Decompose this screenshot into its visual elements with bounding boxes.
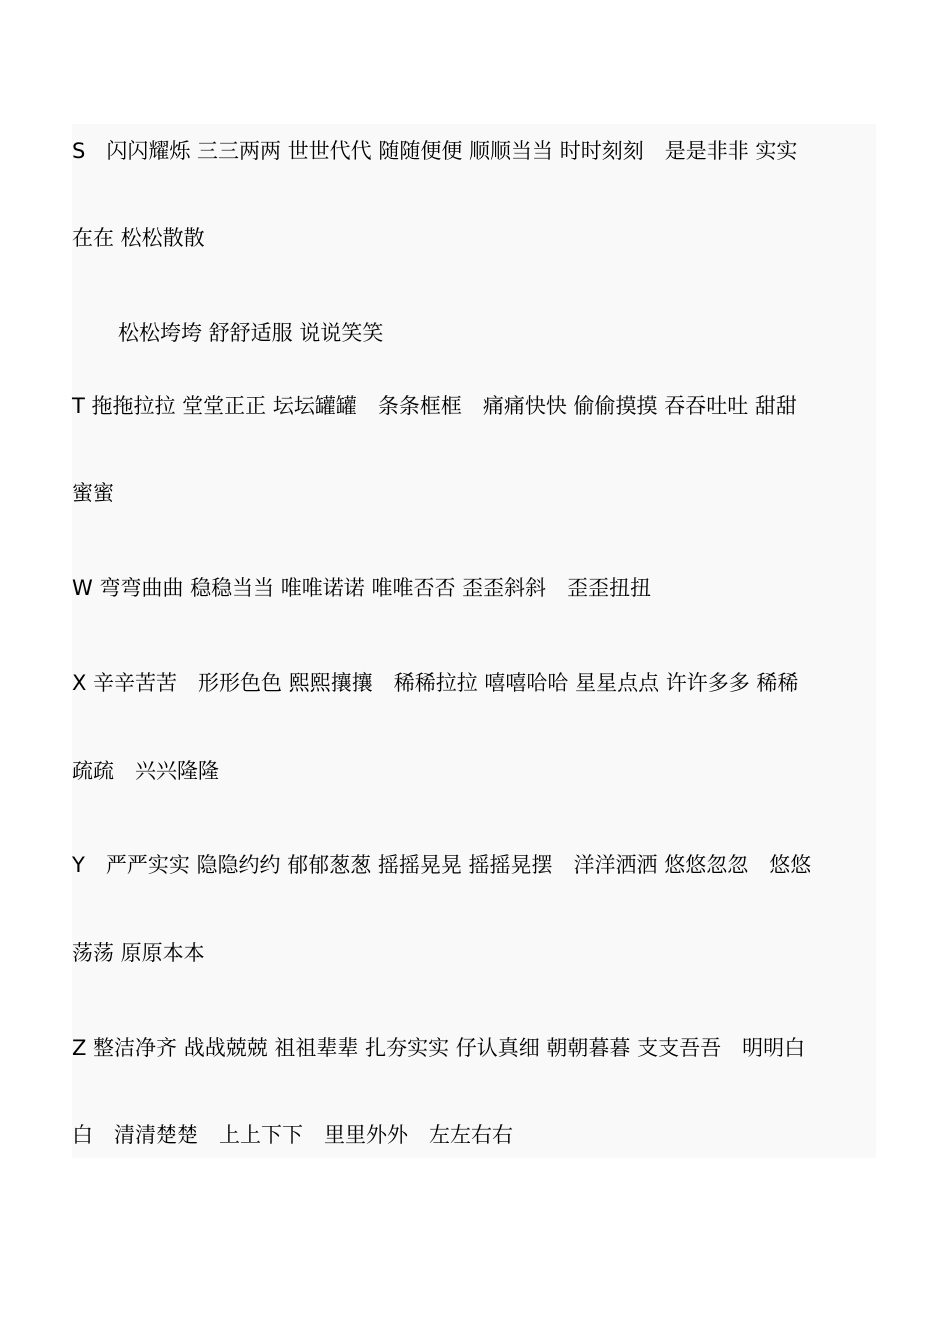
text-line: S 闪闪耀烁 三三两两 世世代代 随随便便 顺顺当当 时时刻刻 是是非非 实实 bbox=[72, 139, 798, 163]
text-line: 松松垮垮 舒舒适服 说说笑笑 bbox=[118, 321, 384, 345]
text-line: W 弯弯曲曲 稳稳当当 唯唯诺诺 唯唯否否 歪歪斜斜 歪歪扭扭 bbox=[72, 576, 652, 600]
text-line: 蜜蜜 bbox=[72, 481, 114, 505]
text-line: Y 严严实实 隐隐约约 郁郁葱葱 摇摇晃晃 摇摇晃摆 洋洋洒洒 悠悠忽忽 悠悠 bbox=[72, 853, 812, 877]
text-line: X 辛辛苦苦 形形色色 熙熙攘攘 稀稀拉拉 嘻嘻哈哈 星星点点 许许多多 稀稀 bbox=[72, 671, 799, 695]
text-line: 白 清清楚楚 上上下下 里里外外 左左右右 bbox=[72, 1123, 513, 1147]
text-line: 疏疏 兴兴隆隆 bbox=[72, 759, 219, 783]
text-line: Z 整洁净齐 战战兢兢 祖祖辈辈 扎夯实实 仔认真细 朝朝暮暮 支支吾吾 明明白 bbox=[72, 1036, 806, 1060]
text-block-background bbox=[72, 124, 876, 1158]
text-line: 在在 松松散散 bbox=[72, 226, 205, 250]
text-line: 荡荡 原原本本 bbox=[72, 941, 205, 965]
text-line: T 拖拖拉拉 堂堂正正 坛坛罐罐 条条框框 痛痛快快 偷偷摸摸 吞吞吐吐 甜甜 bbox=[72, 394, 797, 418]
